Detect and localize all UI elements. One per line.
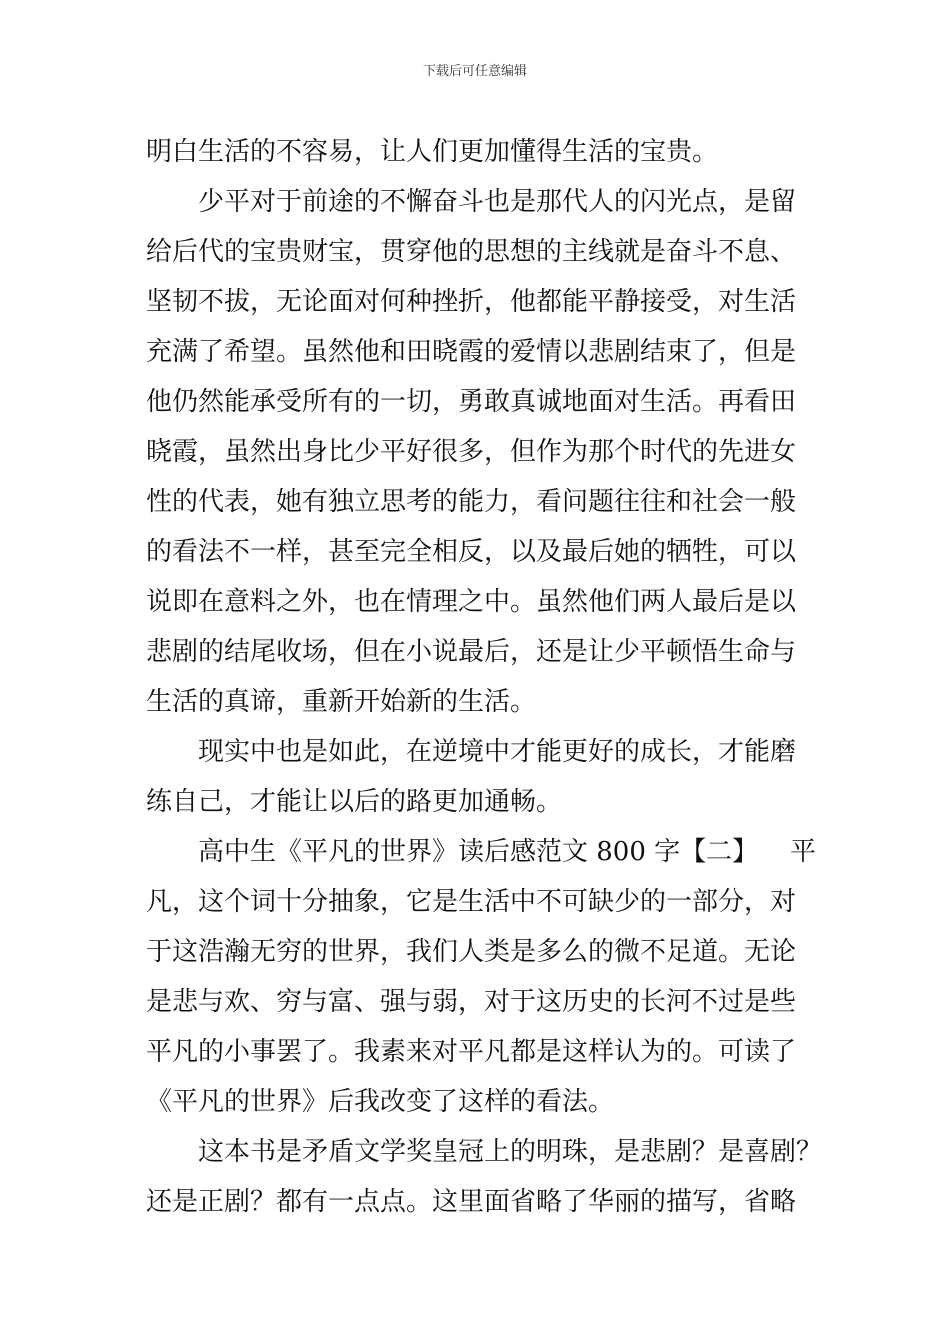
section-heading-line (146, 827, 816, 877)
paragraph-line: 充满了希望。虽然他和田晓霞的爱情以悲剧结束了，但是 (146, 337, 797, 367)
paragraph-line: 坚韧不拔，无论面对何种挫折，他都能平静接受，对生活 (146, 287, 797, 317)
paragraph-line: 现实中也是如此，在逆境中才能更好的成长，才能磨 (198, 737, 797, 767)
paragraph-line: 平凡的小事罢了。我素来对平凡都是这样认为的。可读了 (146, 1037, 797, 1067)
paragraph-line: 他仍然能承受所有的一切，勇敢真诚地面对生活。再看田 (146, 387, 797, 417)
paragraph-line: 生活的真谛，重新开始新的生活。 (146, 687, 537, 717)
paragraph-line: 于这浩瀚无穷的世界，我们人类是多么的微不足道。无论 (146, 937, 797, 967)
paragraph-line: 的看法不一样，甚至完全相反，以及最后她的牺牲，可以 (146, 537, 797, 567)
paragraph-line: 练自己，才能让以后的路更加通畅。 (146, 787, 563, 817)
heading-tail-text: 平 (789, 837, 816, 867)
paragraph-line: 明白生活的不容易，让人们更加懂得生活的宝贵。 (146, 137, 719, 167)
paragraph-line: 晓霞，虽然出身比少平好很多，但作为那个时代的先进女 (146, 437, 797, 467)
section-heading: 高中生《平凡的世界》读后感范文 800 字【二】 (198, 837, 759, 867)
document-body (146, 127, 823, 1227)
paragraph-line: 少平对于前途的不懈奋斗也是那代人的闪光点，是留 (198, 187, 797, 217)
paragraph-line: 性的代表，她有独立思考的能力，看问题往往和社会一般 (146, 487, 797, 517)
paragraph-line: 悲剧的结尾收场，但在小说最后，还是让少平顿悟生命与 (146, 637, 797, 667)
paragraph-line: 凡，这个词十分抽象，它是生活中不可缺少的一部分，对 (146, 887, 797, 917)
paragraph-line: 还是正剧？都有一点点。这里面省略了华丽的描写，省略 (146, 1187, 797, 1217)
paragraph-line: 给后代的宝贵财宝，贯穿他的思想的主线就是奋斗不息、 (146, 237, 797, 267)
paragraph-line: 《平凡的世界》后我改变了这样的看法。 (146, 1087, 615, 1117)
paragraph-line: 这本书是矛盾文学奖皇冠上的明珠，是悲剧？是喜剧？ (198, 1137, 823, 1167)
page-header: 下载后可任意编辑 (422, 64, 527, 79)
paragraph-line: 是悲与欢、穷与富、强与弱，对于这历史的长河不过是些 (146, 987, 797, 1017)
paragraph-line: 说即在意料之外，也在情理之中。虽然他们两人最后是以 (146, 587, 797, 617)
